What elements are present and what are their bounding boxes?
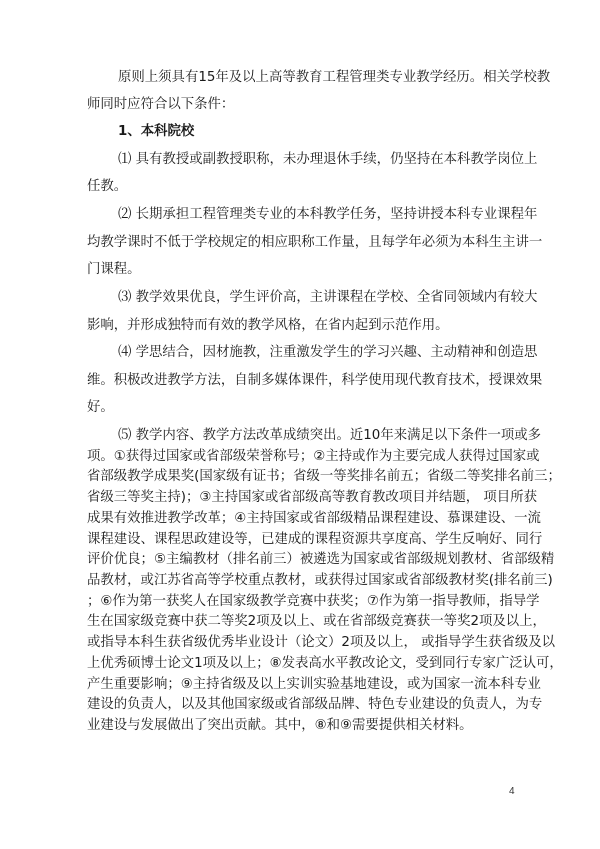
paragraph-first-line: 原则上须具有15年及以上高等教育工程管理类专业教学经历。相关学校教	[118, 70, 551, 85]
paragraph-line: ；⑥作为第一获奖人在国家级教学竞赛中获奖；⑦作为第一指导教师，指导学	[87, 594, 540, 609]
paragraph-first-line: ⑸ 教学内容、教学方法改革成绩突出。近10年来满足以下条件一项或多	[118, 428, 542, 443]
paragraph-line: 均教学课时不低于学校规定的相应职称工作量，且每学年必须为本科生主讲一	[87, 235, 543, 250]
section-heading: 1、本科院校	[118, 124, 195, 139]
paragraph-first-line: ⑷ 学思结合，因材施教，注重激发学生的学习兴趣、主动精神和创造思	[118, 345, 538, 360]
paragraph-first-line: ⑴ 具有教授或副教授职称，未办理退休手续，仍坚持在本科教学岗位上	[118, 152, 538, 167]
paragraph-line: 成果有效推进教学改革；④主持国家或省部级精品课程建设、慕课建设、一流	[87, 511, 541, 526]
paragraph-line: 上优秀硕博士论文1项及以上；⑧发表高水平教改论文，受到同行专家广泛认可，	[87, 656, 563, 671]
paragraph-line: 维。积极改进教学方法，自制多媒体课件，科学使用现代教育技术，授课效果	[87, 373, 543, 388]
paragraph-line: 省部级教学成果奖(国家级有证书；省级一等奖排名前五；省级二等奖排名前三；	[87, 469, 561, 484]
paragraph-line: 项。①获得过国家或省部级荣誉称号；②主持或作为主要完成人获得过国家或	[87, 449, 540, 464]
paragraph-first-line: ⑶ 教学效果优良，学生评价高，主讲课程在学校、全省同领域内有较大	[118, 290, 538, 305]
paragraph-line: 产生重要影响；⑨主持省级及以上实训实验基地建设，或为国家一流本科专业	[87, 677, 541, 692]
paragraph-line: 省级三等奖主持)；③主持国家或省部级高等教育教改项目并结题， 项目所获	[87, 490, 537, 505]
paragraph-line: 建设的负责人，以及其他国家级或省部级品牌、特色专业建设的负责人，为专	[87, 697, 543, 712]
paragraph-first-line: ⑵ 长期承担工程管理类专业的本科教学任务，坚持讲授本科专业课程年	[118, 207, 538, 222]
paragraph-line: 或指导本科生获省级优秀毕业设计（论文）2项及以上， 或指导学生获省级及以	[87, 635, 556, 650]
paragraph-line: 课程建设、课程思政建设等，已建成的课程资源共享度高、学生反响好、同行	[87, 532, 543, 547]
paragraph-line: 任教。	[87, 179, 128, 194]
paragraph-line: 好。	[87, 400, 114, 415]
paragraph-line: 评价优良；⑤主编教材（排名前三）被遴选为国家或省部级规划教材、省部级精	[87, 552, 555, 567]
paragraph-line: 业建设与发展做出了突出贡献。其中，⑧和⑨需要提供相关材料。	[87, 718, 473, 733]
paragraph-line: 影响，并形成独特而有效的教学风格，在省内起到示范作用。	[87, 318, 449, 333]
paragraph-line: 门课程。	[87, 262, 141, 277]
page-number: 4	[509, 786, 515, 797]
paragraph-line: 品教材，或江苏省高等学校重点教材，或获得过国家或省部级教材奖(排名前三)	[87, 573, 553, 588]
paragraph-line: 师同时应符合以下条件：	[87, 97, 235, 112]
paragraph-line: 生在国家级竞赛中获二等奖2项及以上、或在省部级竞赛获一等奖2项及以上，	[87, 614, 546, 629]
